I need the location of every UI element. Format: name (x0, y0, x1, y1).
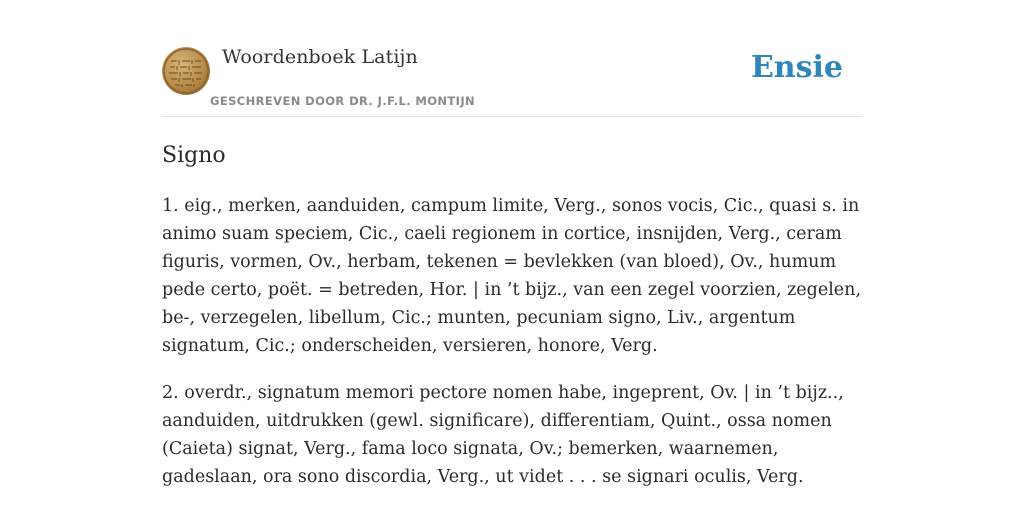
author-credit: GESCHREVEN DOOR DR. J.F.L. MONTIJN (210, 94, 476, 108)
dictionary-title[interactable]: Woordenboek Latijn (222, 46, 418, 68)
definition-1: 1. eig., merken, aanduiden, campum limite, Verg., sonos vocis, Cic., quasi s. in animo suam speciem, Cic., caeli regionem in cortice, insnijden, Verg., ceram figuris, vormen, Ov., herbam, tekenen = bevlekken (van bloed), Ov., humum pede certo, poët. = betreden, Hor. | in ’t bijz., van een zegel voorzien, zegelen, be-, verzegelen, libellum, Cic.; munten, pecuniam signo, Liv., argentum signatum, Cic.; onderscheiden, versieren, honore, Verg. (162, 196, 862, 356)
definition-2: 2. overdr., signatum memori pectore nomen habe, ingeprent, Ov. | in ’t bijz.., aanduiden, uitdrukken (gewl. significare), differentiam, Quint., ossa nomen (Caieta) signat, Verg., fama loco signata, Ov.; bemerken, waarnemen, gadeslaan, ora sono discordia, Verg., ut videt . . . se signari oculis, Verg. (162, 383, 844, 487)
ensie-brand-link[interactable]: Ensie (750, 50, 843, 85)
page (162, 0, 862, 491)
entry-headword: Signo (162, 143, 226, 168)
coin-logo-icon[interactable] (162, 47, 210, 95)
dictionary-header (162, 0, 862, 117)
